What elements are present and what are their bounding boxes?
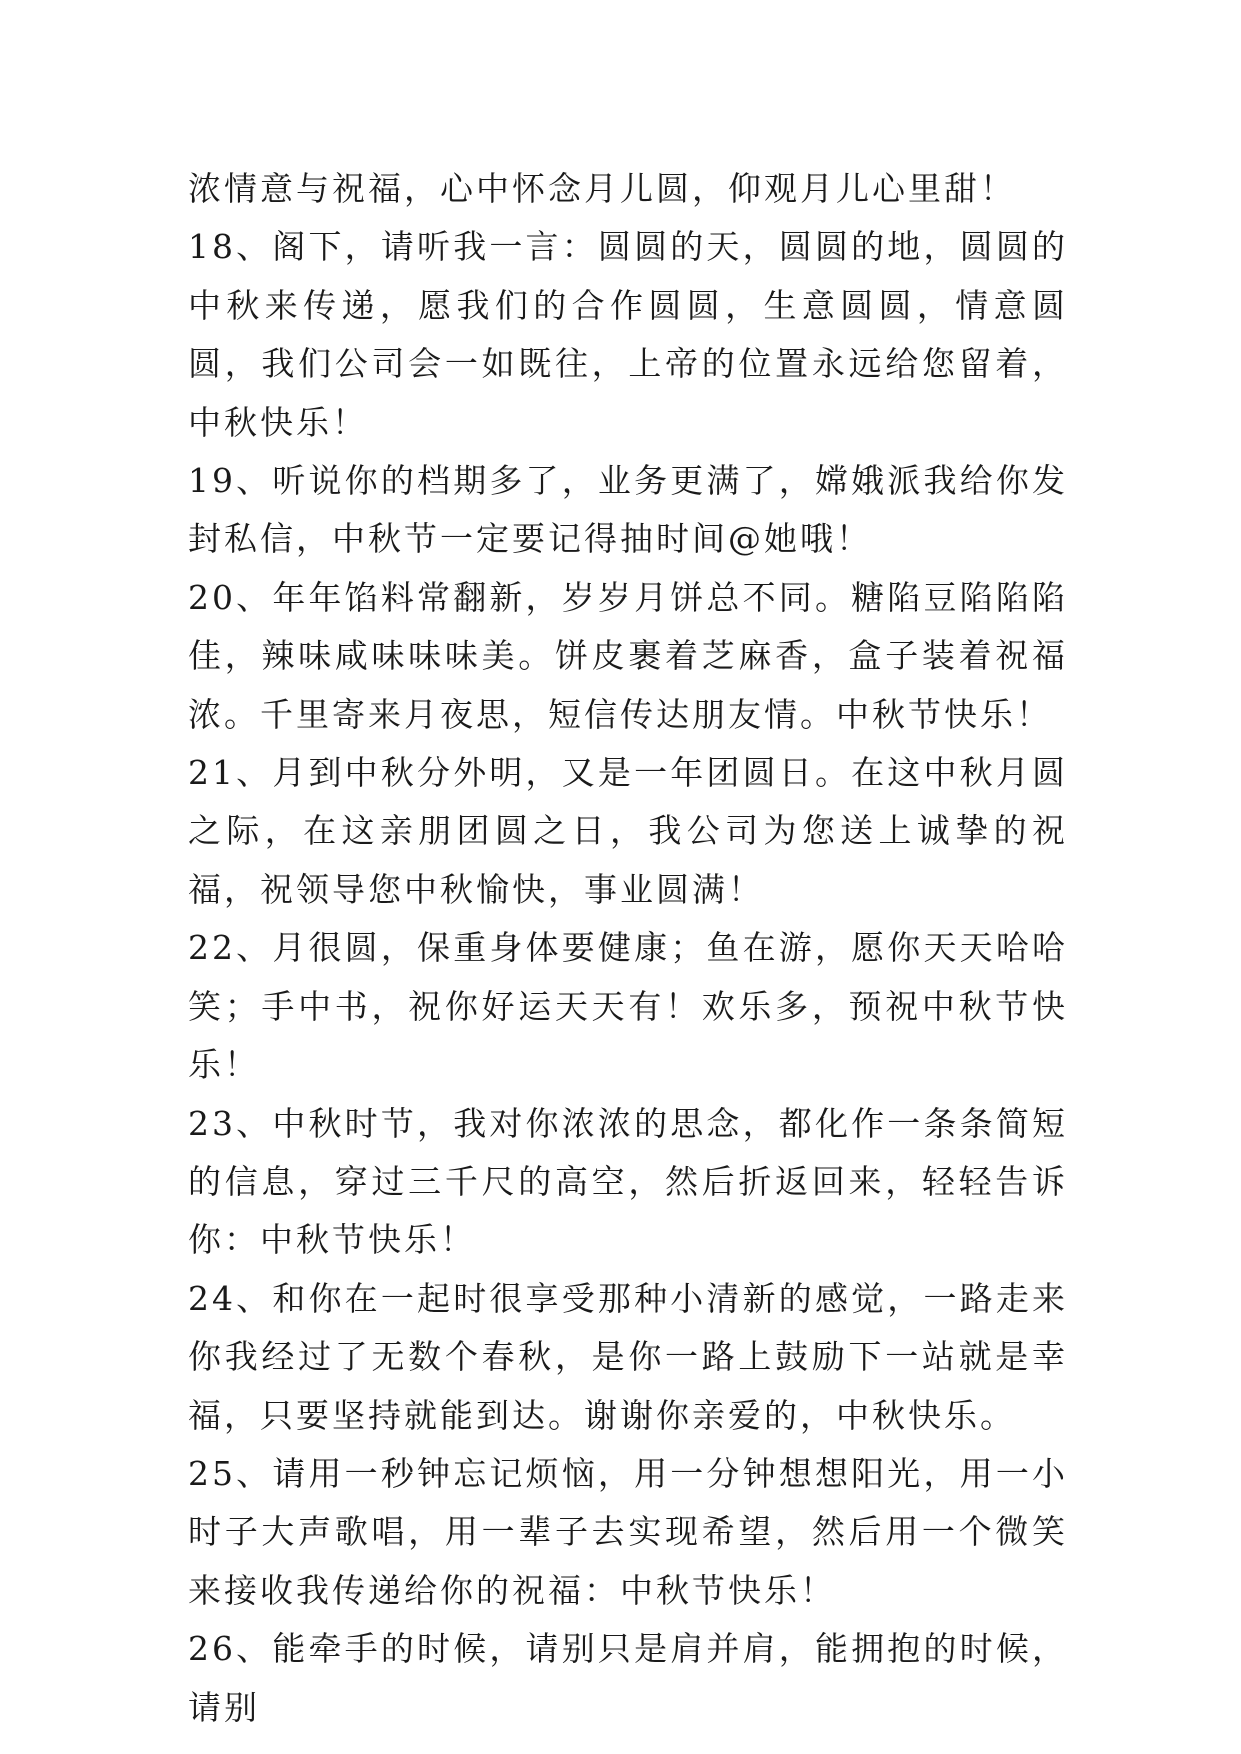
paragraph-continuation: 浓情意与祝福，心中怀念月儿圆，仰观月儿心里甜！ — [188, 169, 1016, 208]
paragraph-19: 19、听说你的档期多了，业务更满了，嫦娥派我给你发封私信，中秋节一定要记得抽时间@她哦！ — [188, 461, 1068, 559]
paragraph-20: 20、年年馅料常翻新，岁岁月饼总不同。糖陷豆陷陷陷佳，辣味咸味味味美。饼皮裹着芝麻香，盒子装着祝福浓。千里寄来月夜思，短信传达朋友情。中秋节快乐！ — [188, 577, 1068, 734]
paragraph-18: 18、阁下，请听我一言：圆圆的天，圆圆的地，圆圆的中秋来传递，愿我们的合作圆圆，生意圆圆，情意圆圆，我们公司会一如既往，上帝的位置永远给您留着，中秋快乐！ — [188, 227, 1068, 442]
paragraph-25: 25、请用一秒钟忘记烦恼，用一分钟想想阳光，用一小时子大声歌唱，用一辈子去实现希望，然后用一个微笑来接收我传递给你的祝福：中秋节快乐！ — [188, 1453, 1068, 1610]
paragraph-23: 23、中秋时节，我对你浓浓的思念，都化作一条条简短的信息，穿过三千尺的高空，然后折返回来，轻轻告诉你：中秋节快乐！ — [188, 1103, 1068, 1260]
paragraph-21: 21、月到中秋分外明，又是一年团圆日。在这中秋月圆之际，在这亲朋团圆之日，我公司为您送上诚挚的祝福，祝领导您中秋愉快，事业圆满！ — [188, 753, 1068, 909]
paragraph-26: 26、能牵手的时候，请别只是肩并肩，能拥抱的时候，请别 — [188, 1629, 1068, 1727]
document-body — [188, 160, 1068, 1737]
paragraph-22: 22、月很圆，保重身体要健康；鱼在游，愿你天天哈哈笑；手中书，祝你好运天天有！欢乐多，预祝中秋节快乐！ — [188, 928, 1068, 1085]
paragraph-24: 24、和你在一起时很享受那种小清新的感觉，一路走来你我经过了无数个春秋，是你一路上鼓励下一站就是幸福，只要坚持就能到达。谢谢你亲爱的，中秋快乐。 — [188, 1278, 1068, 1435]
